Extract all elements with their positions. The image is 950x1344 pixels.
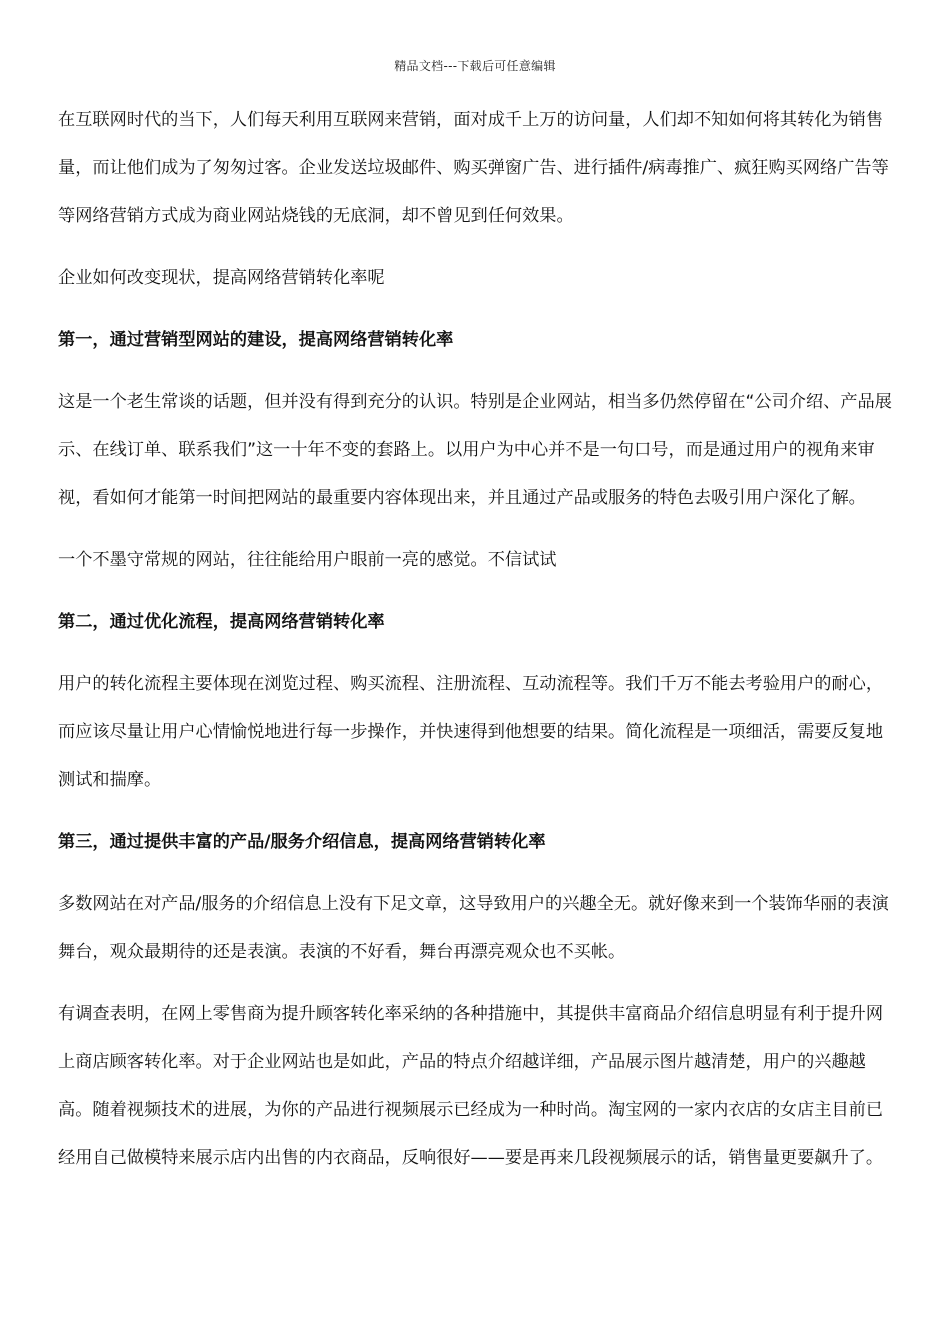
section-3-paragraph-2: 有调查表明，在网上零售商为提升顾客转化率采纳的各种措施中，其提供丰富商品介绍信息明显有利于提升网上商店顾客转化率。对于企业网站也是如此，产品的特点介绍越详细，产品展示图片越清楚，用户的兴趣越高。随着视频技术的进展，为你的产品进行视频展示已经成为一种时尚。淘宝网的一家内衣店的女店主目前已经用自己做模特来展示店内出售的内衣商品，反响很好——要是再来几段视频展示的话，销售量更要飙升了。	[58, 1004, 884, 1168]
section-1-note: 一个不墨守常规的网站，往往能给用户眼前一亮的感觉。不信试试	[58, 550, 557, 570]
section-3-paragraph: 多数网站在对产品/服务的介绍信息上没有下足文章，这导致用户的兴趣全无。就好像来到一个装饰华丽的表演舞台，观众最期待的还是表演。表演的不好看，舞台再漂亮观众也不买帐。	[58, 894, 889, 962]
page-header: 精品文档---下载后可任意编辑	[394, 59, 556, 73]
intro-paragraph: 在互联网时代的当下，人们每天利用互联网来营销，面对成千上万的访问量，人们却不知如何将其转化为销售量，而让他们成为了匆匆过客。企业发送垃圾邮件、购买弹窗广告、进行插件/病毒推广、疯狂购买网络广告等等网络营销方式成为商业网站烧钱的无底洞，却不曾见到任何效果。	[58, 110, 889, 226]
section-heading-2: 第二，通过优化流程，提高网络营销转化率	[58, 612, 385, 632]
section-1-paragraph: 这是一个老生常谈的话题，但并没有得到充分的认识。特别是企业网站，相当多仍然停留在“公司介绍、产品展示、在线订单、联系我们”这一十年不变的套路上。以用户为中心并不是一句口号，而是通过用户的视角来审视，看如何才能第一时间把网站的最重要内容体现出来，并且通过产品或服务的特色去吸引用户深化了解。	[58, 392, 892, 508]
question-paragraph: 企业如何改变现状，提高网络营销转化率呢	[58, 268, 385, 288]
section-2-paragraph: 用户的转化流程主要体现在浏览过程、购买流程、注册流程、互动流程等。我们千万不能去考验用户的耐心，而应该尽量让用户心情愉悦地进行每一步操作，并快速得到他想要的结果。简化流程是一项细活，需要反复地测试和揣摩。	[58, 674, 884, 790]
section-heading-1: 第一，通过营销型网站的建设，提高网络营销转化率	[58, 330, 454, 350]
document-body	[58, 96, 898, 1196]
section-heading-3: 第三，通过提供丰富的产品/服务介绍信息，提高网络营销转化率	[58, 832, 546, 852]
